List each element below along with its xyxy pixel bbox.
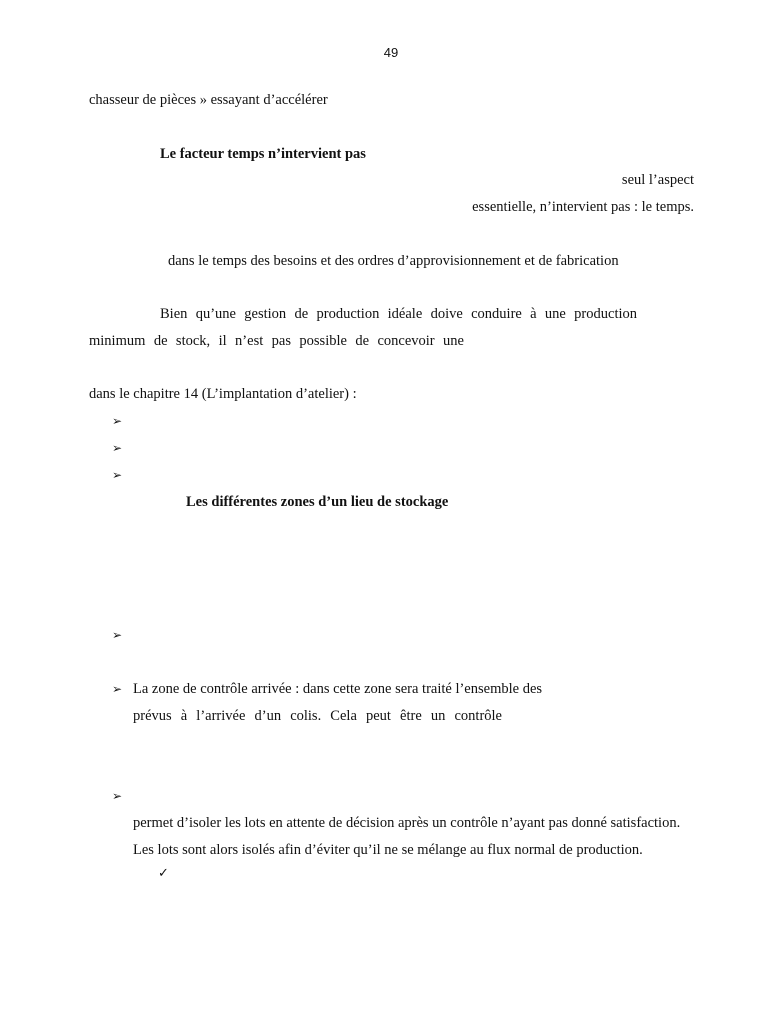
text-line: dans le chapitre 14 (L’implantation d’atelier) : [89,386,357,402]
text-line: Bien qu’une gestion de production idéale doive conduire à une production [160,306,637,322]
section-heading: Les différentes zones d’un lieu de stockage [186,494,449,510]
text-line: essentielle, n’intervient pas : le temps. [472,199,694,215]
bullet-arrow-icon: ➢ [112,789,123,803]
text-line: chasseur de pièces » essayant d’accélérer [89,92,328,108]
bullet-arrow-icon: ➢ [112,628,123,642]
checkmark-icon: ✓ [158,866,169,881]
text-line: seul l’aspect [621,172,694,188]
bullet-arrow-icon: ➢ [112,414,123,428]
page-number: 49 [383,45,399,60]
text-line: Les lots sont alors isolés afin d’éviter qu’il ne se mélange au flux normal de production. [133,842,643,858]
text-line: minimum de stock, il n’est pas possible de concevoir une [89,333,464,349]
text-line: prévus à l’arrivée d’un colis. Cela peut être un contrôle [133,708,502,724]
bullet-arrow-icon: ➢ [112,682,123,696]
section-heading: Le facteur temps n’intervient pas [160,146,366,162]
text-line: La zone de contrôle arrivée : dans cette zone sera traité l’ensemble des [133,681,543,697]
bullet-arrow-icon: ➢ [112,468,123,482]
text-line: permet d’isoler les lots en attente de décision après un contrôle n’ayant pas donné satisfaction. [133,815,681,831]
text-line: dans le temps des besoins et des ordres d’approvisionnement et de fabrication [168,253,619,269]
bullet-arrow-icon: ➢ [112,441,123,455]
